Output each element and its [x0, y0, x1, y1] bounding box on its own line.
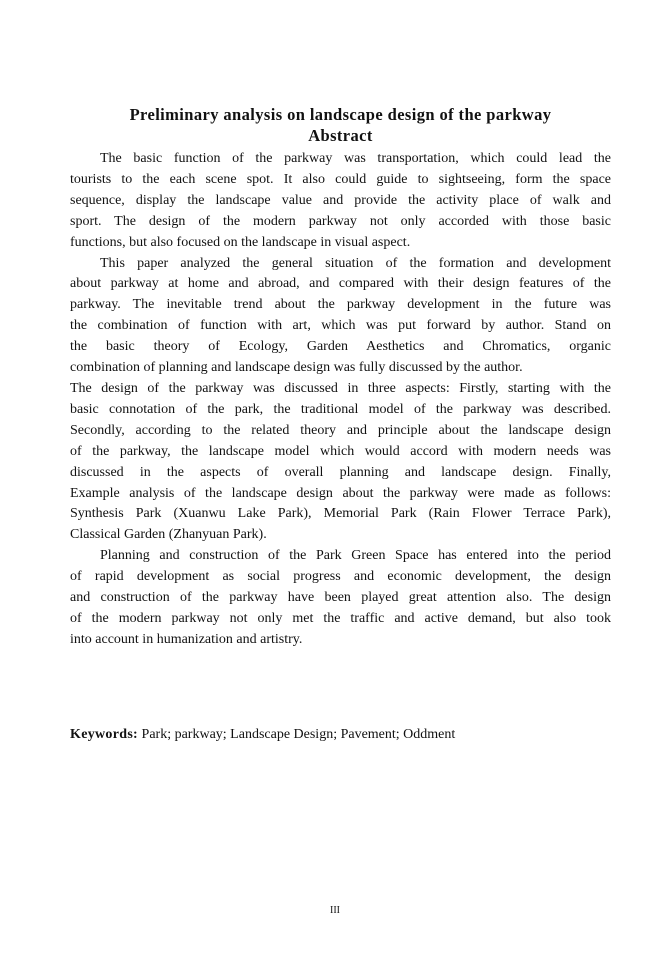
paragraph-line: Synthesis Park (Xuanwu Lake Park), Memorial Park (Rain Flower Terrace Park), — [70, 506, 611, 522]
abstract-paragraph-1 — [70, 149, 611, 254]
paragraph-line: sport. The design of the modern parkway not only accorded with those basic — [70, 213, 611, 229]
paragraph-line: and construction of the parkway have been played great attention also. The design — [70, 590, 611, 606]
abstract-heading: Abstract — [308, 126, 373, 145]
paragraph-line: of the parkway, the landscape model which would accord with modern needs was — [70, 443, 611, 459]
paragraph-line: combination of planning and landscape design was fully discussed by the author. — [70, 360, 523, 376]
paragraph-line: discussed in the aspects of overall planning and landscape design. Finally, — [70, 464, 611, 480]
paragraph-line: Planning and construction of the Park Green Space has entered into the period — [100, 548, 611, 564]
paragraph-line: Example analysis of the landscape design about the parkway were made as follows: — [70, 485, 611, 501]
paragraph-line: of the modern parkway not only met the traffic and active demand, but also took — [70, 610, 611, 626]
paragraph-line: The basic function of the parkway was transportation, which could lead the — [100, 151, 611, 166]
paragraph-line: into account in humanization and artistry. — [70, 631, 303, 647]
abstract-paragraph-3 — [70, 546, 611, 651]
paragraph-line: Classical Garden (Zhanyuan Park). — [70, 527, 267, 543]
paragraph-line: The design of the parkway was discussed in three aspects: Firstly, starting with the — [70, 380, 611, 396]
abstract-page — [70, 104, 611, 651]
paragraph-line: sequence, display the landscape value and provide the activity place of walk and — [70, 192, 611, 208]
paragraph-line: basic connotation of the park, the traditional model of the parkway was described. — [70, 401, 611, 417]
paragraph-line: the basic theory of Ecology, Garden Aesthetics and Chromatics, organic — [70, 339, 611, 355]
keywords-line — [70, 725, 455, 745]
abstract-paragraph-2 — [70, 254, 611, 547]
paragraph-line: parkway. The inevitable trend about the parkway development in the future was — [70, 297, 611, 313]
paragraph-line: of rapid development as social progress and economic development, the design — [70, 569, 611, 585]
paragraph-line: tourists to the each scene spot. It also could guide to sightseeing, form the space — [70, 171, 611, 187]
paragraph-line: the combination of function with art, which was put forward by author. Stand on — [70, 318, 611, 334]
keywords-label: Keywords: — [70, 727, 139, 742]
keywords-text: Park; parkway; Landscape Design; Pavement; Oddment — [141, 727, 456, 742]
page-number: III — [330, 905, 340, 916]
document-title: Preliminary analysis on landscape design of the parkway — [129, 105, 552, 124]
paragraph-line: This paper analyzed the general situation of the formation and development — [100, 255, 611, 271]
paragraph-line: functions, but also focused on the landscape in visual aspect. — [70, 234, 411, 250]
paragraph-line: about parkway at home and abroad, and compared with their design features of the — [70, 276, 611, 292]
paragraph-line: Secondly, according to the related theory and principle about the landscape design — [70, 422, 611, 438]
